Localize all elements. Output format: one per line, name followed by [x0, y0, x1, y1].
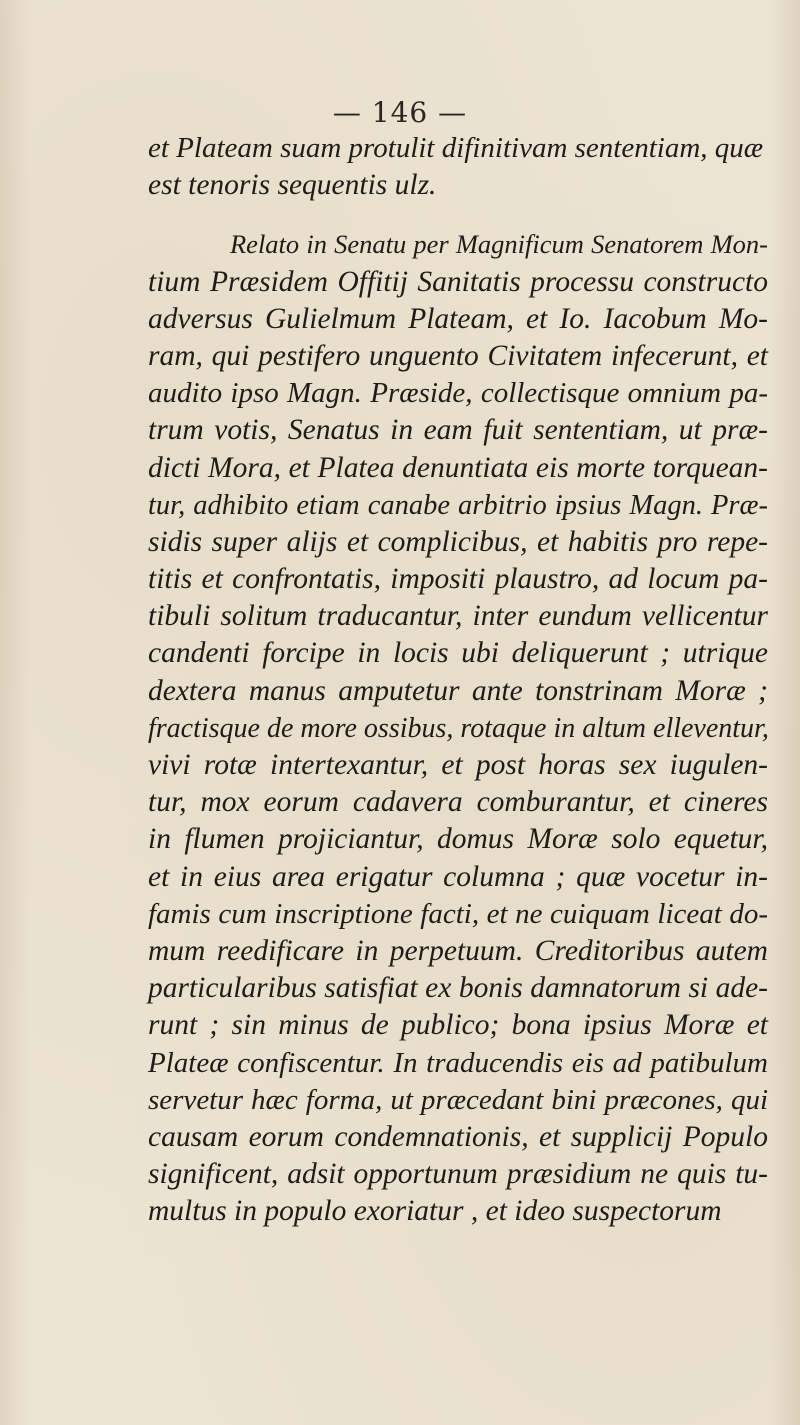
intro-text: [148, 130, 768, 204]
text-line: significent, adsit opportunum præsidium ne quis tu-: [148, 1158, 768, 1191]
text-line: dicti Mora, et Platea denuntiata eis morte torquean-: [148, 451, 768, 484]
text-line: Plateæ confiscentur. In traducendis eis ad patibulum: [148, 1046, 768, 1079]
text-line: adversus Gulielmum Plateam, et Io. Iacobum Mo-: [148, 302, 768, 335]
paragraph-gap: [148, 204, 768, 226]
text-line: titis et confrontatis, impositi plaustro, ad locum pa-: [148, 563, 768, 596]
text-line: dextera manus amputetur ante tonstrinam Moræ ;: [148, 674, 768, 707]
text-line: candenti forcipe in locis ubi deliquerunt ; utrique: [148, 637, 768, 670]
text-line: sidis super alijs et complicibus, et habitis pro repe-: [148, 525, 768, 558]
text-line: multus in populo exoriatur , et ideo suspectorum: [148, 1195, 722, 1228]
text-line: tibuli solitum traducantur, inter eundum vellicentur: [148, 600, 768, 633]
text-line: et Plateam suam protulit difinitivam sententiam, quæ: [148, 132, 764, 164]
sentence-paragraph: [148, 226, 768, 1230]
text-line: et in eius area erigatur columna ; quæ vocetur in-: [148, 860, 768, 893]
text-line: servetur hæc forma, ut præcedant bini præcones, qui: [148, 1083, 768, 1116]
text-line: tium Præsidem Offitij Sanitatis processu constructo: [148, 265, 768, 298]
text-line: tur, adhibito etiam canabe arbitrio ipsius Magn. Præ-: [148, 489, 768, 521]
text-line: in flumen projiciantur, domus Moræ solo equetur,: [148, 823, 768, 856]
text-line: vivi rotæ intertexantur, et post horas sex iugulen-: [148, 749, 768, 781]
text-line: causam eorum condemnationis, et supplicij Populo: [148, 1120, 768, 1153]
text-line: audito ipso Magn. Præside, collectisque omnium pa-: [148, 377, 768, 410]
text-line: runt ; sin minus de publico; bona ipsius Moræ et: [148, 1009, 768, 1042]
text-line: famis cum inscriptione facti, et ne cuiquam liceat do-: [148, 897, 768, 930]
text-line: est tenoris sequentis ulz.: [148, 169, 437, 202]
text-line: Relato in Senatu per Magnificum Senatorem Mon-: [230, 229, 768, 260]
page-number: — 146 —: [332, 96, 468, 129]
text-line: mum reedificare in perpetuum. Creditoribus autem: [148, 934, 768, 967]
text-line: ram, qui pestifero unguento Civitatem infecerunt, et: [148, 339, 768, 372]
text-line: trum votis, Senatus in eam fuit sententiam, ut præ-: [148, 414, 768, 447]
text-line: particularibus satisfiat ex bonis damnatorum si ade-: [148, 972, 768, 1005]
text-line: tur, mox eorum cadavera comburantur, et cineres: [148, 786, 768, 819]
text-line: fractisque de more ossibus, rotaque in altum elleventur,: [148, 712, 769, 744]
page-text: [148, 130, 768, 1230]
